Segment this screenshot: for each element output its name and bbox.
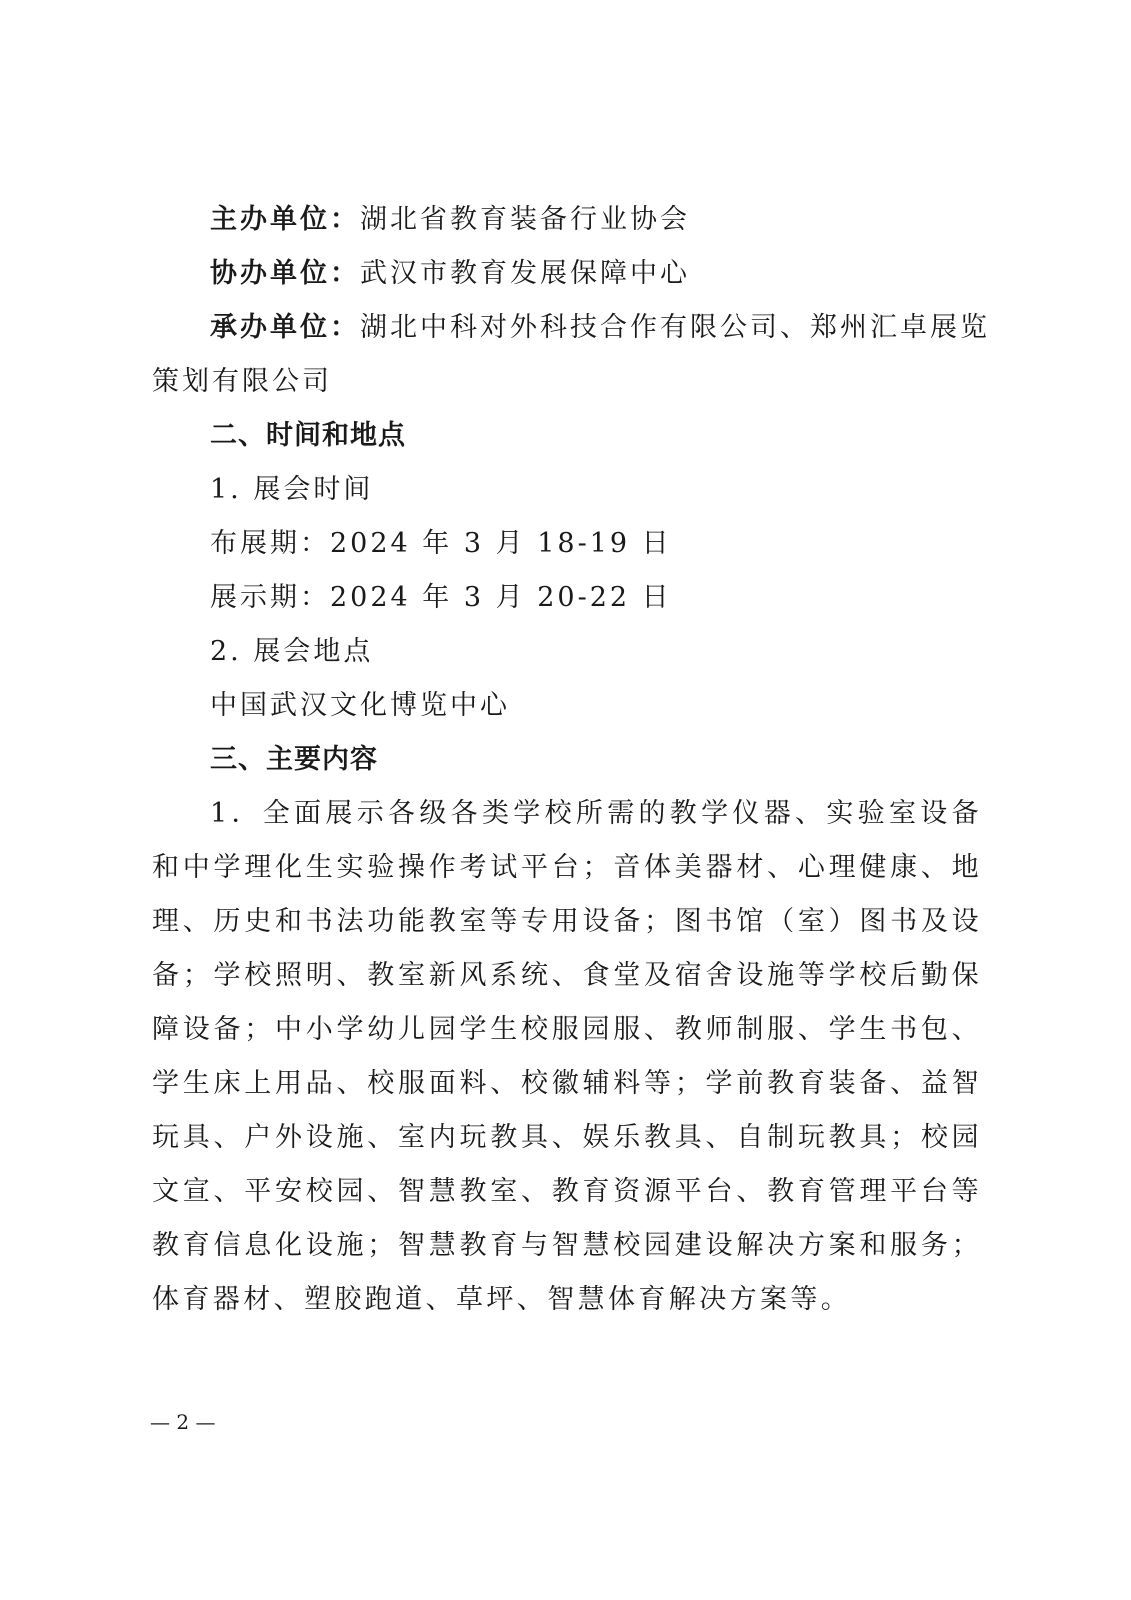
co-organizer-value: 武汉市教育发展保障中心	[360, 258, 690, 289]
exhibition-venue: 中国武汉文化博览中心	[210, 690, 510, 721]
co-organizer-label: 协办单位：	[210, 258, 360, 289]
page-number: — 2 —	[150, 1410, 216, 1434]
host-organizer-value: 湖北省教育装备行业协会	[360, 204, 690, 235]
undertaker-label: 承办单位：	[210, 312, 360, 343]
host-organizer-line	[152, 193, 982, 247]
undertaker-value: 湖北中科对外科技合作有限公司、郑州汇卓展览	[360, 312, 990, 343]
undertaker-line	[152, 301, 990, 355]
setup-period: 布展期：2024 年 3 月 18-19 日	[210, 528, 672, 559]
document-body	[152, 193, 990, 1327]
host-organizer-label: 主办单位：	[210, 204, 360, 235]
undertaker-line-continued	[152, 355, 982, 409]
main-content-paragraph: 1．全面展示各级各类学校所需的教学仪器、实验室设备和中学理化生实验操作考试平台；音体美器材、心理健康、地理、历史和书法功能教室等专用设备；图书馆（室）图书及设备；学校照明、教室新风系统、食堂及宿舍设施等学校后勤保障设备；中小学幼儿园学生校服园服、教师制服、学生书包、学生床上用品、校服面料、校徽辅料等；学前教育装备、益智玩具、户外设施、室内玩教具、娱乐教具、自制玩教具；校园文宣、平安校园、智慧教室、教育资源平台、教育管理平台等教育信息化设施；智慧教育与智慧校园建设解决方案和服务；体育器材、塑胶跑道、草坪、智慧体育解决方案等。	[152, 798, 982, 1315]
exhibition-venue-title: 2. 展会地点	[210, 636, 374, 667]
undertaker-value-continued: 策划有限公司	[152, 366, 332, 397]
section-heading-main-content: 三、主要内容	[210, 744, 378, 775]
section-heading-time-place: 二、时间和地点	[210, 420, 406, 451]
co-organizer-line	[152, 247, 982, 301]
exhibition-time-title: 1. 展会时间	[210, 474, 374, 505]
show-period: 展示期：2024 年 3 月 20-22 日	[210, 582, 672, 613]
